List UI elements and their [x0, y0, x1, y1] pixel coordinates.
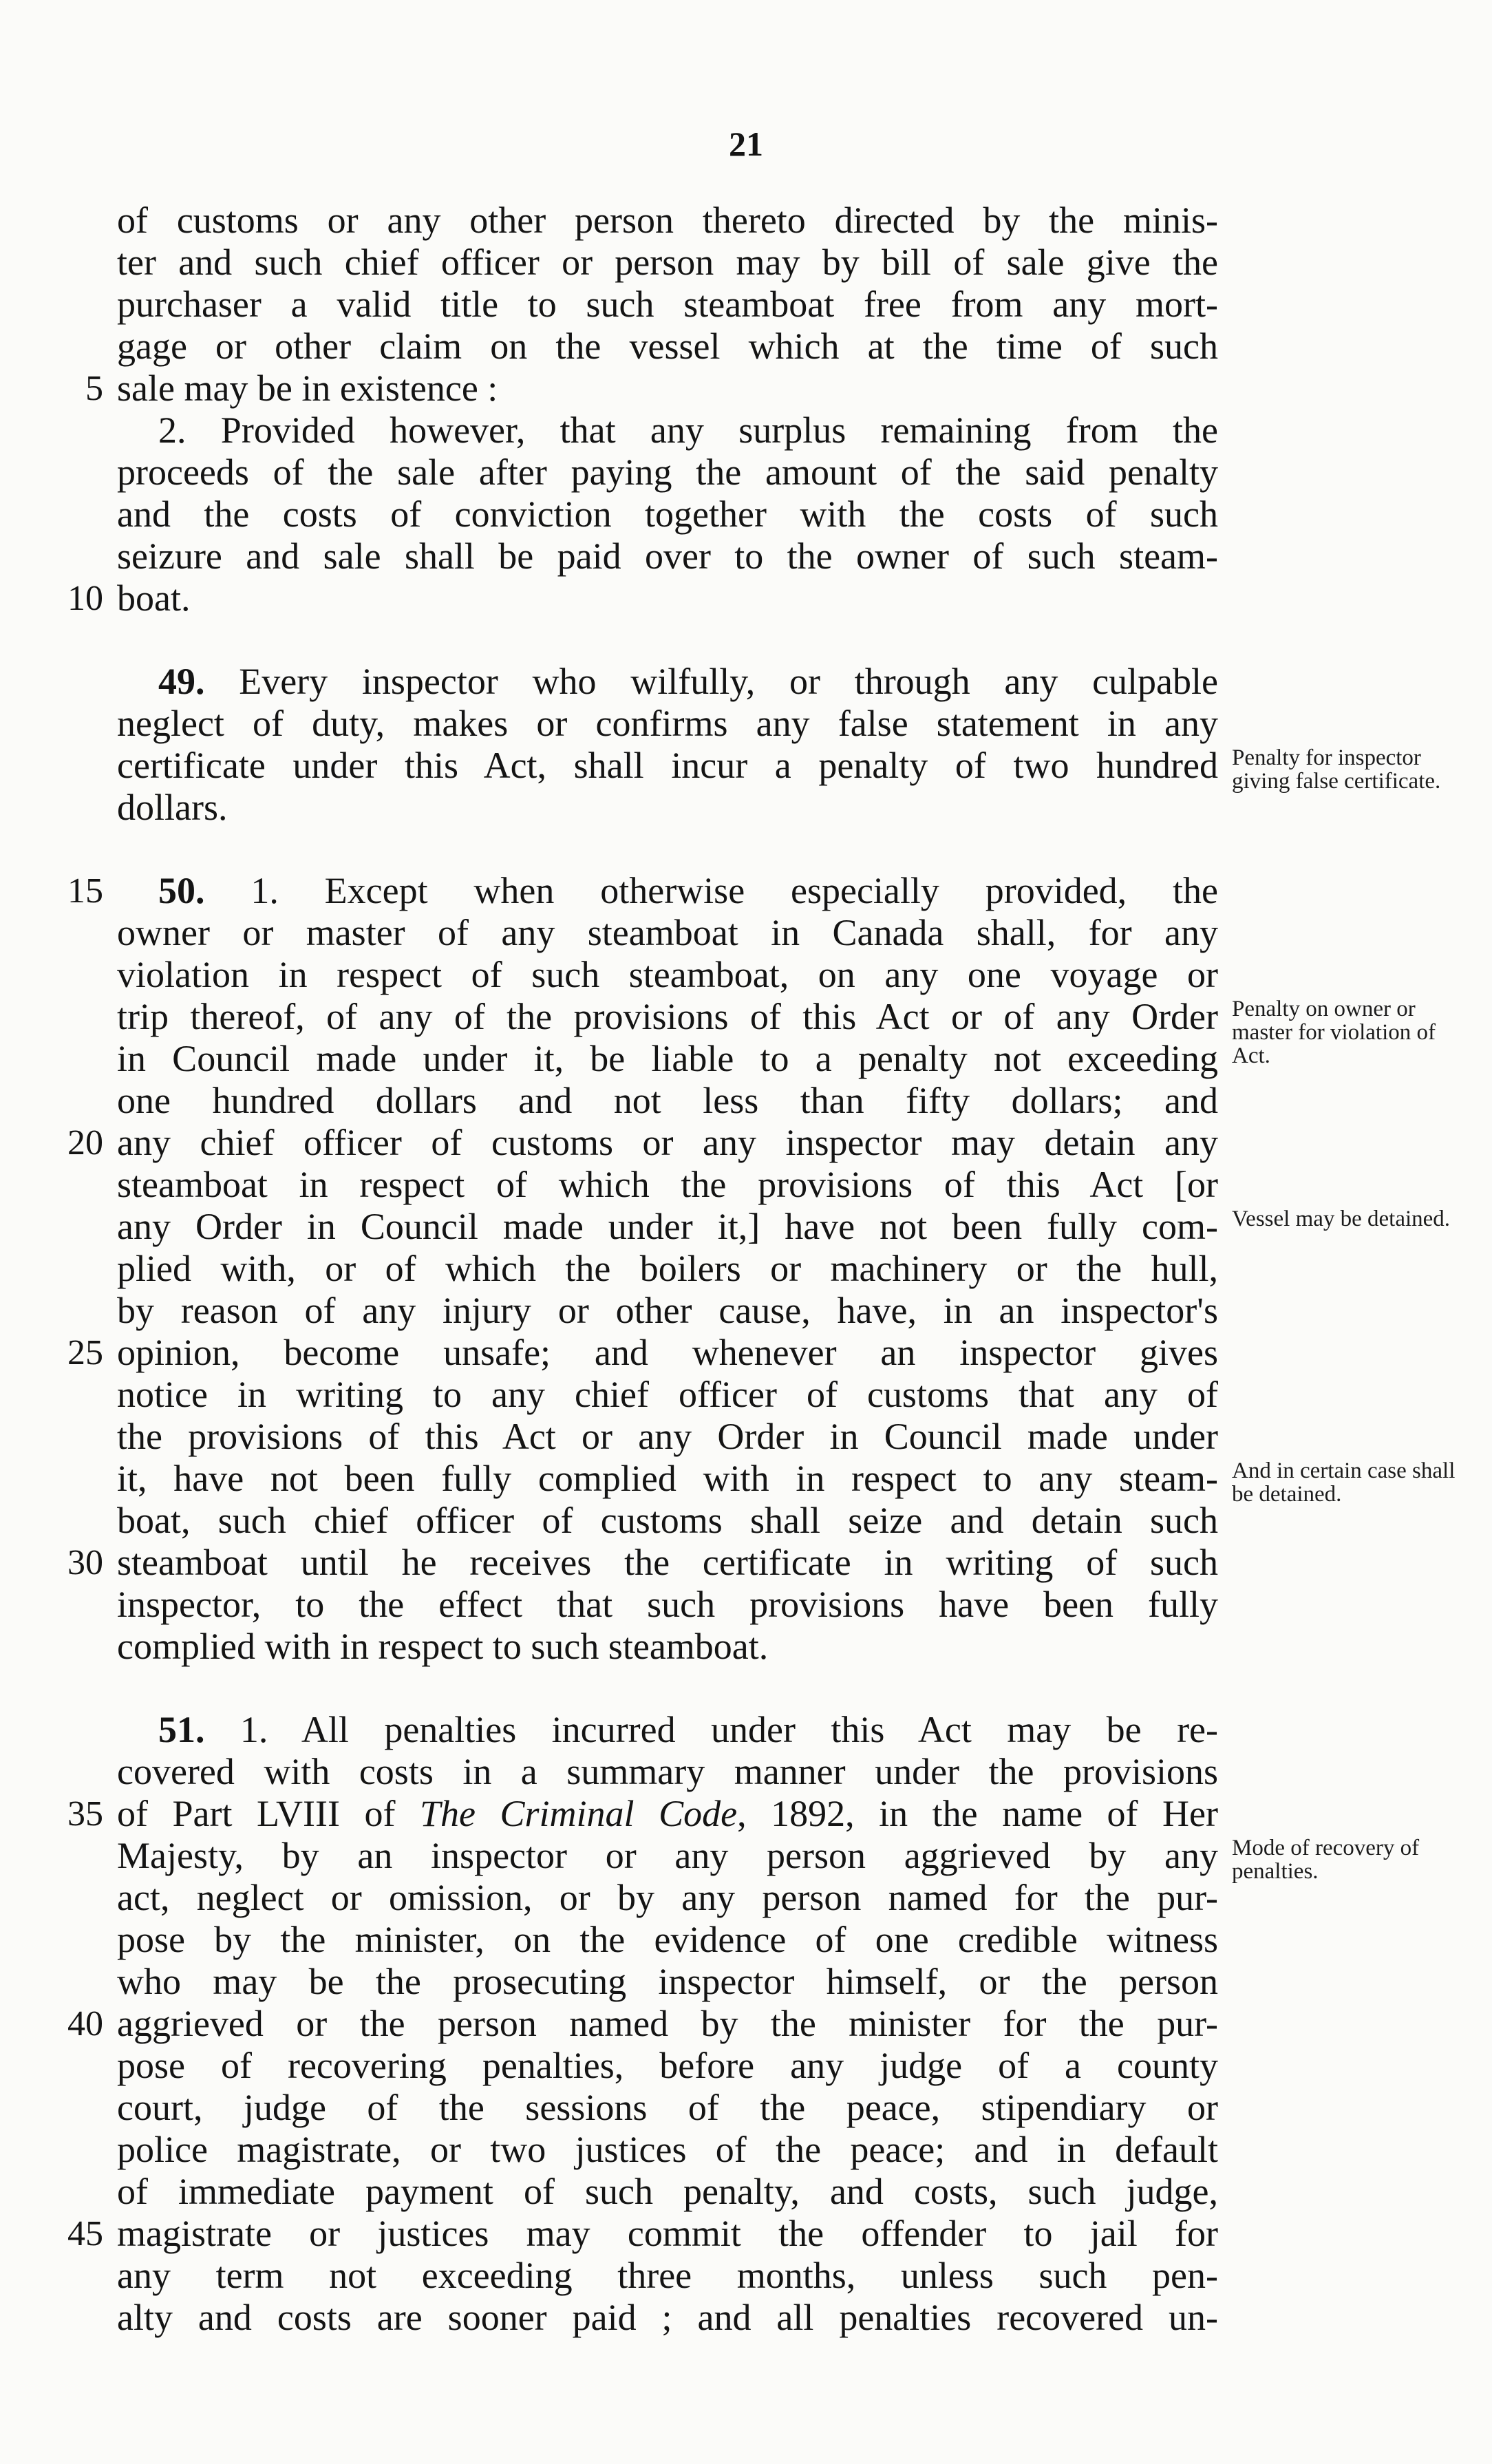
section-number: 51.	[158, 1709, 205, 1750]
text-line	[117, 2129, 1218, 2171]
line-number: 25	[67, 1333, 103, 1372]
body-text	[67, 200, 1218, 2339]
margin-note: Mode of recovery of penalties.	[1232, 1836, 1420, 1884]
line-text: 51. 1. All penalties incurred under this Act may be re-	[158, 1709, 1218, 1750]
line-text: 49. Every inspector who wilfully, or through any culpable	[158, 661, 1218, 702]
line-text: plied with, or of which the boilers or machinery or the hull,	[117, 1248, 1218, 1289]
line-text: the provisions of this Act or any Order in Council made under	[117, 1416, 1218, 1457]
line-text: complied with in respect to such steamboat.	[117, 1626, 769, 1667]
line-text: inspector, to the effect that such provisions have been fully	[117, 1584, 1218, 1625]
text-line	[117, 745, 1218, 787]
line-number: 20	[67, 1123, 103, 1162]
line-text: 50. 1. Except when otherwise especially provided, the	[158, 870, 1218, 911]
text-line	[117, 1290, 1218, 1332]
line-text: 2. Provided however, that any surplus remaining from the	[158, 410, 1218, 451]
line-text: of Part LVIII of The Criminal Code, 1892, in the name of Her	[117, 1793, 1218, 1834]
line-number: 45	[67, 2214, 103, 2253]
text-line	[117, 535, 1218, 577]
act-title: The Criminal Code	[420, 1793, 738, 1834]
text-line	[117, 1709, 1218, 1751]
line-text: boat.	[117, 577, 191, 619]
line-number: 5	[85, 369, 103, 408]
text-line	[67, 1122, 1218, 1164]
paragraph-gap	[117, 1668, 1218, 1709]
text-line	[117, 2297, 1218, 2339]
line-text: trip thereof, of any of the provisions of this Act or of any Order	[117, 996, 1218, 1037]
text-line	[117, 661, 1218, 703]
line-text: proceeds of the sale after paying the amount of the said penalty	[117, 452, 1218, 493]
text-line	[67, 1793, 1218, 1835]
text-line	[85, 368, 1218, 410]
line-number: 30	[67, 1543, 103, 1582]
line-number: 40	[67, 2004, 103, 2043]
line-text: who may be the prosecuting inspector himself, or the person	[117, 1961, 1218, 2002]
text-line	[117, 703, 1218, 745]
line-text: boat, such chief officer of customs shall seize and detain such	[117, 1500, 1218, 1541]
line-text: ter and such chief officer or person may by bill of sale give the	[117, 242, 1218, 283]
text-line	[117, 1164, 1218, 1206]
text-line	[117, 912, 1218, 954]
text-line	[117, 284, 1218, 326]
margin-note: Vessel may be detained.	[1232, 1207, 1451, 1231]
line-text: Majesty, by an inspector or any person aggrieved by any	[117, 1835, 1218, 1876]
text-line	[117, 1626, 1218, 1668]
line-text: opinion, become unsafe; and whenever an inspector gives	[117, 1332, 1218, 1373]
text-line	[117, 1080, 1218, 1122]
section-number: 49.	[158, 661, 205, 702]
text-line	[117, 410, 1218, 452]
line-text: gage or other claim on the vessel which at the time of such	[117, 326, 1218, 367]
line-text: police magistrate, or two justices of the peace; and in default	[117, 2129, 1218, 2170]
text-line	[67, 1542, 1218, 1584]
line-text: sale may be in existence :	[117, 368, 498, 409]
margin-note: Penalty for inspector giving false certificate.	[1232, 745, 1441, 794]
text-line	[67, 577, 1218, 619]
paragraph-gap	[117, 619, 1218, 661]
text-line	[117, 1835, 1218, 1877]
text-line	[67, 870, 1218, 912]
line-text: owner or master of any steamboat in Canada shall, for any	[117, 912, 1218, 953]
line-text: of customs or any other person thereto directed by the minis-	[117, 200, 1218, 241]
line-text: one hundred dollars and not less than fifty dollars; and	[117, 1080, 1218, 1121]
text-line	[117, 1584, 1218, 1626]
text-line	[117, 1458, 1218, 1500]
line-number: 15	[67, 871, 103, 911]
text-line	[117, 2171, 1218, 2213]
line-text: any chief officer of customs or any inspector may detain any	[117, 1122, 1218, 1163]
text-line	[117, 2087, 1218, 2129]
text-line	[117, 452, 1218, 493]
line-text: neglect of duty, makes or confirms any false statement in any	[117, 703, 1218, 744]
line-text: any term not exceeding three months, unless such pen-	[117, 2255, 1218, 2296]
text-line	[117, 326, 1218, 368]
line-text: aggrieved or the person named by the minister for the pur-	[117, 2003, 1218, 2044]
line-text: it, have not been fully complied with in respect to any steam-	[117, 1458, 1218, 1499]
text-line	[67, 1332, 1218, 1374]
line-text: by reason of any injury or other cause, have, in an inspector's	[117, 1290, 1218, 1331]
margin-note: And in certain case shall be detained.	[1232, 1458, 1456, 1507]
text-line	[67, 2003, 1218, 2045]
line-text: seizure and sale shall be paid over to the owner of such steam-	[117, 535, 1218, 577]
text-line	[117, 1248, 1218, 1290]
line-number: 10	[67, 579, 103, 618]
line-text: magistrate or justices may commit the offender to jail for	[117, 2213, 1218, 2254]
text-line	[117, 1961, 1218, 2003]
line-text: violation in respect of such steamboat, on any one voyage or	[117, 954, 1218, 995]
line-text: notice in writing to any chief officer of customs that any of	[117, 1374, 1218, 1415]
text-line	[117, 1038, 1218, 1080]
text-line	[67, 2213, 1218, 2255]
line-text: dollars.	[117, 787, 228, 828]
text-line	[117, 996, 1218, 1038]
text-line	[117, 1206, 1218, 1248]
line-text: purchaser a valid title to such steamboat free from any mort-	[117, 284, 1218, 325]
line-text: and the costs of conviction together with the costs of such	[117, 493, 1218, 535]
text-line	[117, 1374, 1218, 1416]
section-number: 50.	[158, 870, 205, 911]
text-line	[117, 200, 1218, 242]
line-number: 35	[67, 1794, 103, 1834]
text-line	[117, 493, 1218, 535]
paragraph-gap	[117, 829, 1218, 870]
line-text: court, judge of the sessions of the peace, stipendiary or	[117, 2087, 1218, 2128]
line-text: of immediate payment of such penalty, and costs, such judge,	[117, 2171, 1218, 2212]
page-number: 21	[729, 125, 763, 163]
line-text: alty and costs are sooner paid ; and all penalties recovered un-	[117, 2297, 1218, 2338]
text-line	[117, 1877, 1218, 1919]
text-line	[117, 2255, 1218, 2297]
line-text: in Council made under it, be liable to a penalty not exceeding	[117, 1038, 1218, 1079]
line-text: steamboat until he receives the certificate in writing of such	[117, 1542, 1218, 1583]
text-line	[117, 787, 1218, 829]
text-line	[117, 1416, 1218, 1458]
line-text: act, neglect or omission, or by any person named for the pur-	[117, 1877, 1218, 1918]
text-line	[117, 2045, 1218, 2087]
line-text: pose by the minister, on the evidence of one credible witness	[117, 1919, 1218, 1960]
line-text: steamboat in respect of which the provisions of this Act [or	[117, 1164, 1218, 1205]
margin-note: Penalty on owner or master for violation of Act.	[1232, 997, 1436, 1068]
text-line	[117, 242, 1218, 284]
text-line	[117, 1500, 1218, 1542]
text-line	[117, 1919, 1218, 1961]
text-line	[117, 954, 1218, 996]
line-text: any Order in Council made under it,] have not been fully com-	[117, 1206, 1218, 1247]
text-line	[117, 1751, 1218, 1793]
line-text: pose of recovering penalties, before any judge of a county	[117, 2045, 1218, 2086]
line-text: covered with costs in a summary manner under the provisions	[117, 1751, 1218, 1792]
line-text: certificate under this Act, shall incur a penalty of two hundred	[117, 745, 1218, 786]
